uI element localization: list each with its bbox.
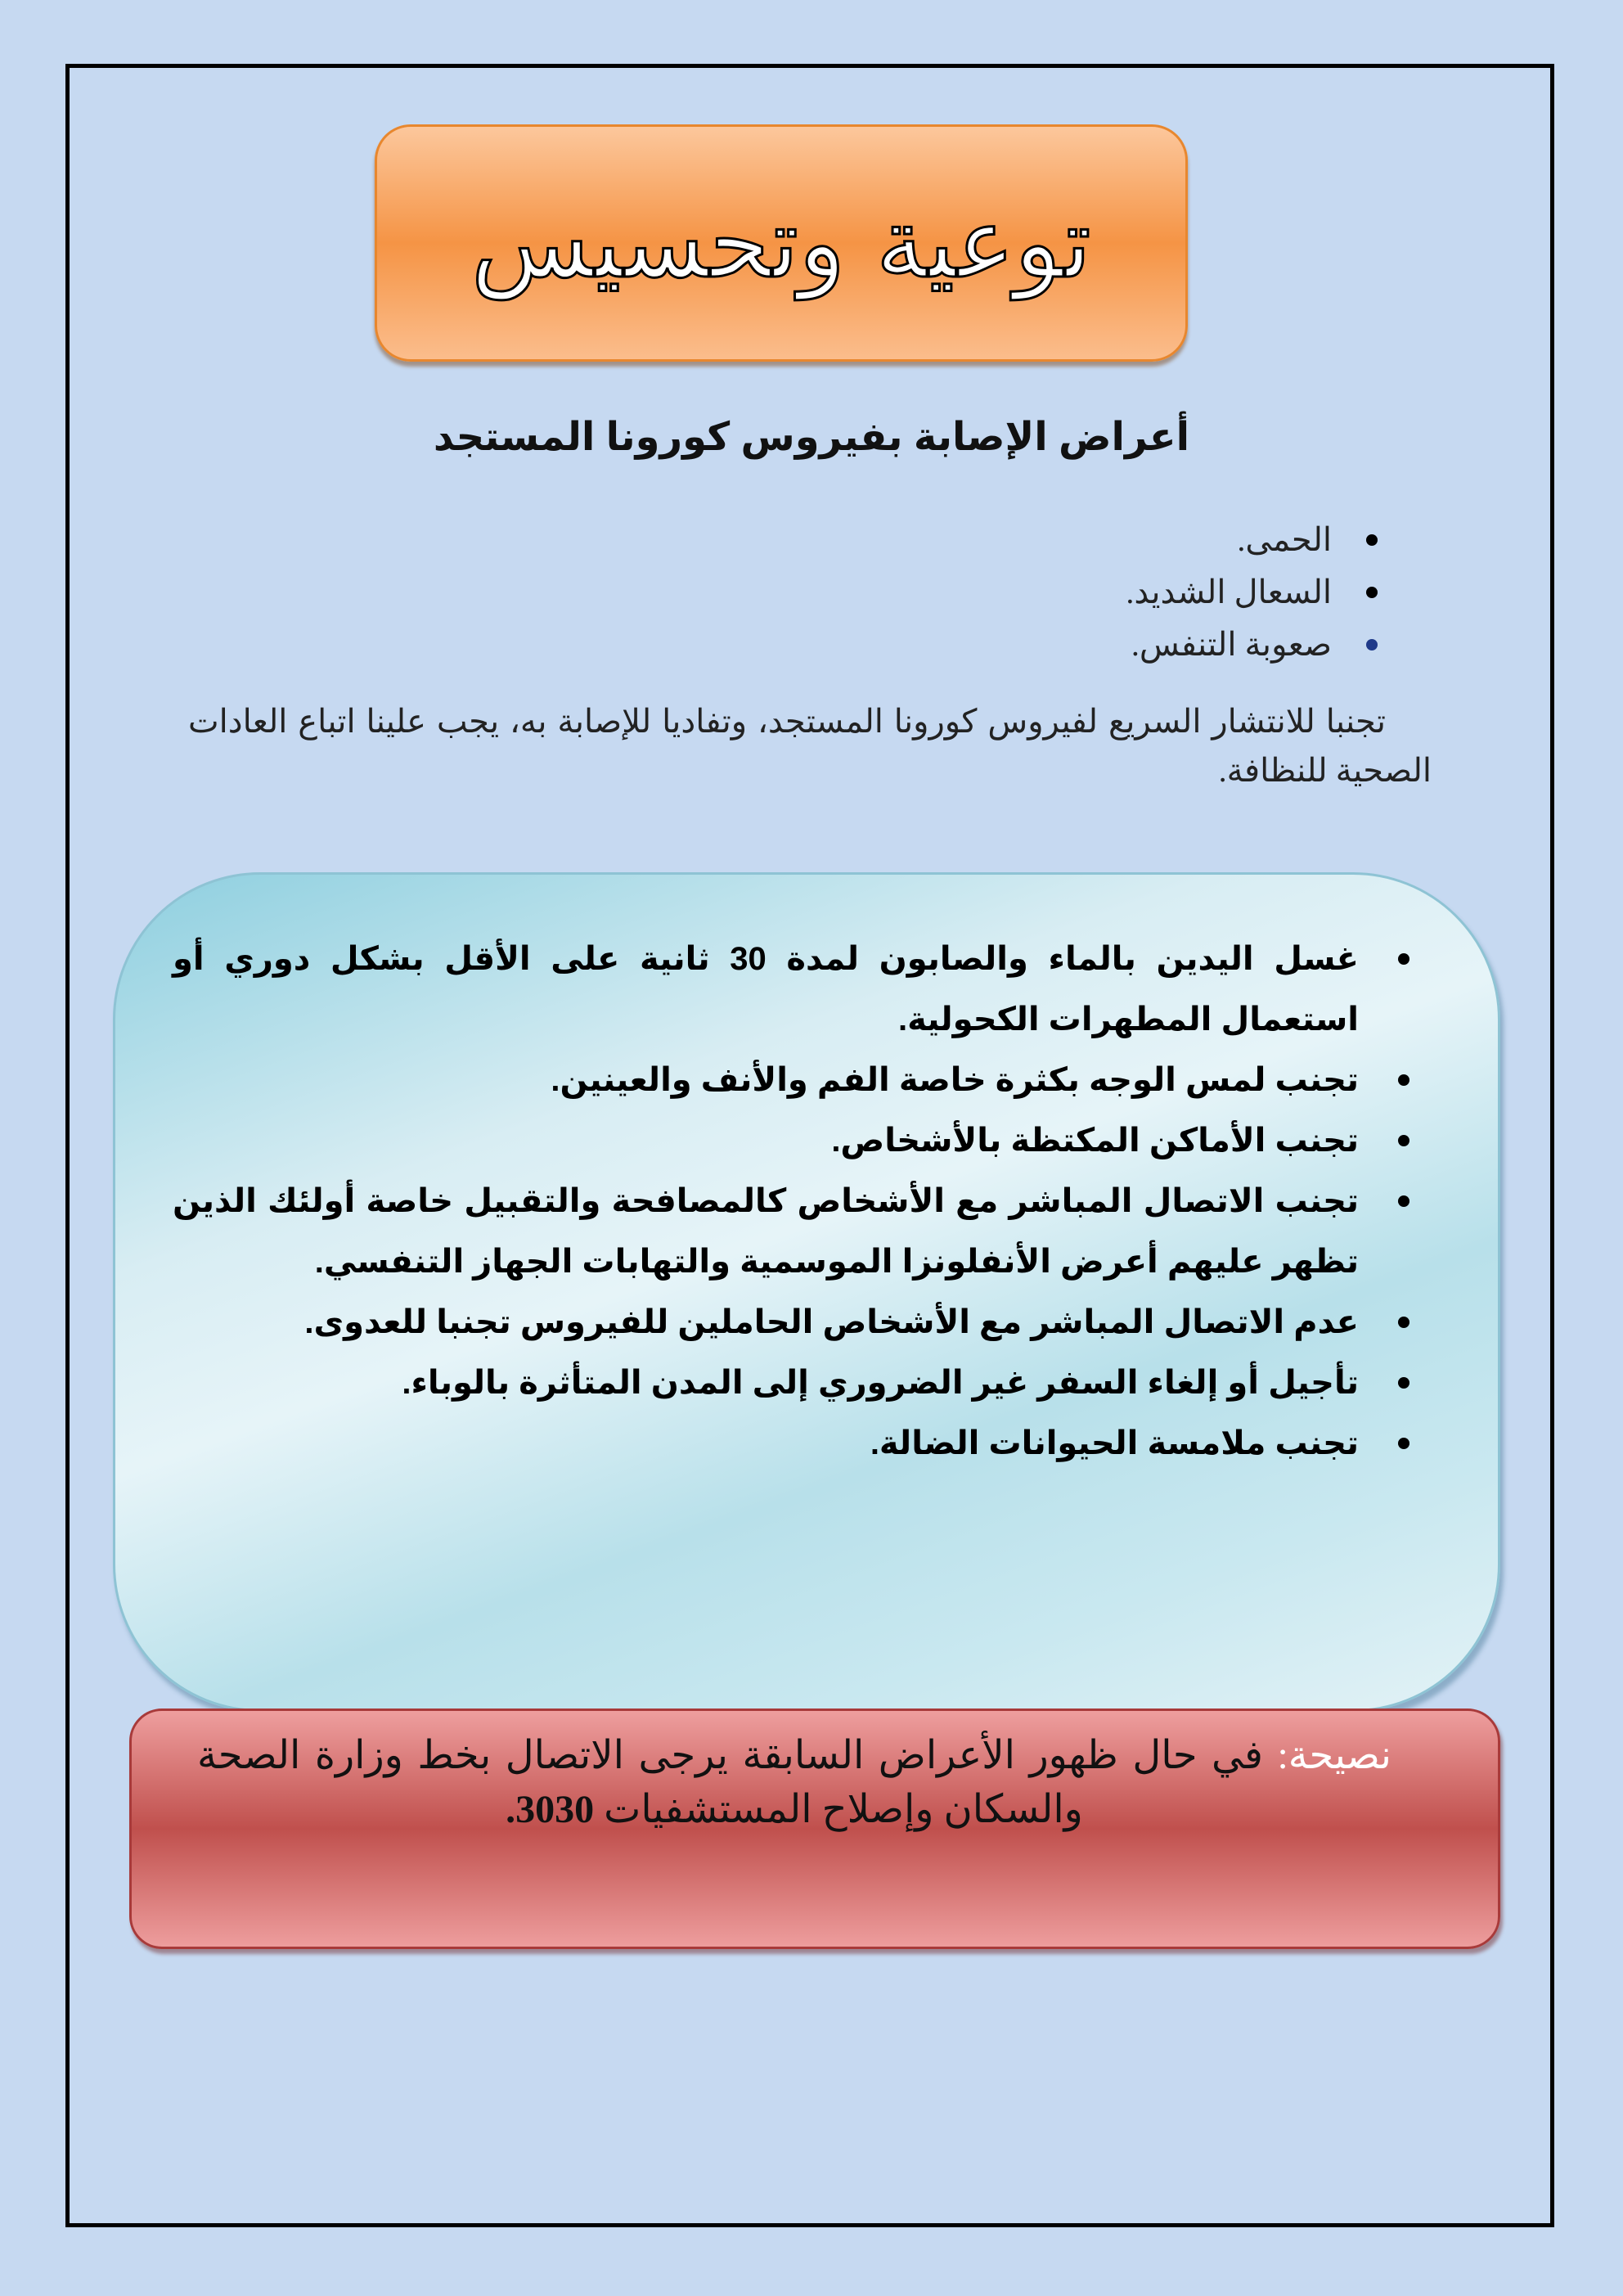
symptom-text: الحمى.: [1237, 521, 1332, 558]
page-title: توعية وتحسيس: [471, 187, 1091, 299]
list-item: [173, 1353, 1359, 1413]
bullet-icon: [1398, 1135, 1409, 1146]
bullet-icon: [1398, 1438, 1409, 1449]
prevention-list: [173, 929, 1359, 1474]
prevention-box: [113, 872, 1500, 1712]
list-item: [173, 1110, 1359, 1171]
advice-text: [197, 1729, 1391, 1837]
bullet-icon: [1398, 1377, 1409, 1389]
advice-box: [129, 1708, 1500, 1949]
prevention-text: تجنب الأماكن المكتظة بالأشخاص.: [831, 1123, 1359, 1159]
list-item: [1126, 514, 1378, 566]
bullet-icon: [1398, 1317, 1409, 1328]
symptoms-list: [1126, 514, 1378, 671]
prevention-text: تجنب ملامسة الحيوانات الضالة.: [870, 1425, 1359, 1461]
bullet-icon: [1366, 587, 1378, 598]
prevention-text: غسل اليدين بالماء والصابون لمدة 30 ثانية على الأقل بشكل دوري أو استعمال المطهرات الكحولية.: [173, 941, 1359, 1038]
symptoms-heading: أعراض الإصابة بفيروس كورونا المستجد: [433, 416, 1190, 459]
list-item: [1126, 619, 1378, 671]
list-item: [173, 1171, 1359, 1292]
symptom-text: صعوبة التنفس.: [1131, 626, 1332, 663]
prevention-text: تجنب الاتصال المباشر مع الأشخاص كالمصافحة والتقبيل خاصة أولئك الذين تظهر عليهم أعرض الأنفلونزا الموسمية والتهابات الجهاز التنفسي.: [173, 1183, 1359, 1280]
prevention-text: تجنب لمس الوجه بكثرة خاصة الفم والأنف والعينين.: [551, 1062, 1359, 1098]
bullet-icon: [1398, 1074, 1409, 1086]
list-item: [173, 929, 1359, 1050]
advice-label: نصيحة:: [1277, 1734, 1391, 1777]
list-item: [173, 1050, 1359, 1110]
list-item: [173, 1292, 1359, 1353]
list-item: [173, 1413, 1359, 1474]
bullet-icon: [1398, 1195, 1409, 1207]
advice-body: في حال ظهور الأعراض السابقة يرجى الاتصال بخط وزارة الصحة والسكان وإصلاح المستشفيات: [197, 1734, 1263, 1831]
prevention-text: عدم الاتصال المباشر مع الأشخاص الحاملين للفيروس تجنبا للعدوى.: [304, 1304, 1359, 1340]
title-banner: [375, 124, 1188, 362]
list-item: [1126, 566, 1378, 619]
hygiene-paragraph: تجنبا للانتشار السريع لفيروس كورونا المستجد، وتفاديا للإصابة به، يجب علينا اتباع العادات الصحية للنظافة.: [188, 703, 1432, 789]
bullet-icon: [1398, 953, 1409, 965]
prevention-text: تأجيل أو إلغاء السفر غير الضروري إلى المدن المتأثرة بالوباء.: [402, 1365, 1359, 1401]
symptom-text: السعال الشديد.: [1126, 574, 1332, 610]
bullet-icon: [1366, 534, 1378, 546]
bullet-icon: [1366, 639, 1378, 651]
hotline-number: 3030.: [506, 1788, 595, 1831]
